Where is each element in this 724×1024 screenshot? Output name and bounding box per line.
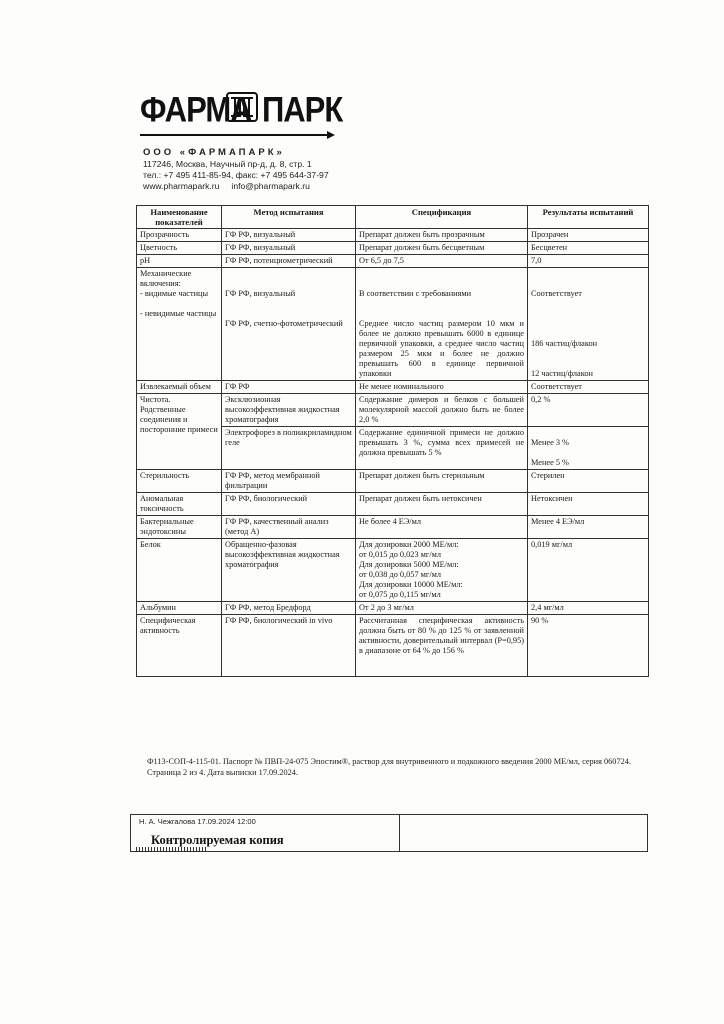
purity-single-result: Менее 3 % bbox=[531, 438, 569, 447]
table-row bbox=[137, 381, 649, 394]
row-parameter: Прозрачность bbox=[137, 229, 222, 242]
row-spec: Препарат должен быть прозрачным bbox=[356, 229, 528, 242]
table-row bbox=[137, 394, 649, 427]
mech-inclusions-title: Механические включения: bbox=[140, 269, 192, 288]
company-name: ООО «ФАРМАПАРК» bbox=[143, 147, 285, 158]
company-email[interactable]: info@pharmapark.ru bbox=[231, 181, 310, 191]
table-row bbox=[137, 255, 649, 268]
row-parameter: Извлекаемый объем bbox=[137, 381, 222, 394]
row-result: Менее 4 ЕЭ/мл bbox=[528, 516, 649, 539]
row-result: 90 % bbox=[528, 615, 649, 677]
row-method: Электрофорез в полиакриламидном геле bbox=[222, 427, 356, 470]
header-specification: Спецификация bbox=[356, 206, 528, 229]
table-row bbox=[137, 470, 649, 493]
mech-invisible-result-10: 186 частиц/флакон bbox=[531, 339, 598, 348]
row-parameter: Белок bbox=[137, 539, 222, 602]
document-footer-note: Ф113-СОП-4-115-01. Паспорт № ПВП-24-075 Эпостим®, раствор для внутривенного и подкожного введения 2000 МЕ/мл, серия 060724. Страница 2 из 4. Дата выписки 17.09.2024. bbox=[147, 757, 631, 777]
header-method: Метод испытания bbox=[222, 206, 356, 229]
row-parameter: Альбумин bbox=[137, 602, 222, 615]
row-method bbox=[222, 268, 356, 381]
protein-spec-line: от 0,015 до 0,023 мг/мл bbox=[359, 550, 442, 559]
table-row bbox=[137, 242, 649, 255]
mech-invisible-spec: Среднее число частиц размером 10 мкм и более не должно превышать 6000 в единице первичной упаковки, а среднее число частиц размером 25 мкм и более не должно превышать 600 в единице первичной упаковки bbox=[359, 319, 524, 378]
row-method: Обращенно-фазовая высокоэффективная жидкостная хроматография bbox=[222, 539, 356, 602]
row-method: ГФ РФ, визуальный bbox=[222, 229, 356, 242]
row-result: Бесцветен bbox=[528, 242, 649, 255]
row-result bbox=[528, 427, 649, 470]
row-method: ГФ РФ, биологический bbox=[222, 493, 356, 516]
box-divider bbox=[399, 815, 400, 851]
table-row bbox=[137, 268, 649, 381]
table-row bbox=[137, 615, 649, 677]
logo-underline bbox=[140, 134, 330, 136]
mech-invisible-label: - невидимые частицы bbox=[140, 309, 217, 318]
logo-arrow-icon bbox=[327, 131, 335, 139]
row-method: ГФ РФ, визуальный bbox=[222, 242, 356, 255]
company-website[interactable]: www.pharmapark.ru bbox=[143, 181, 220, 191]
row-parameter: pH bbox=[137, 255, 222, 268]
row-result: Стерилен bbox=[528, 470, 649, 493]
header-parameter: Наименование показателей bbox=[137, 206, 222, 229]
row-result: Нетоксичен bbox=[528, 493, 649, 516]
row-parameter: Цветность bbox=[137, 242, 222, 255]
mech-visible-label: - видимые частицы bbox=[140, 289, 209, 298]
row-spec: Препарат должен быть бесцветным bbox=[356, 242, 528, 255]
controlled-copy-label: Контролируемая копия bbox=[151, 833, 284, 847]
company-info bbox=[143, 147, 329, 192]
mech-visible-spec: В соответствии с требованиями bbox=[359, 289, 472, 298]
protein-spec-line: от 0,075 до 0,115 мг/мл bbox=[359, 590, 441, 599]
row-result bbox=[528, 268, 649, 381]
row-parameter: Бактериальные эндотоксины bbox=[137, 516, 222, 539]
row-method: ГФ РФ, метод мембранной фильтрации bbox=[222, 470, 356, 493]
row-method: ГФ РФ, биологический in vivo bbox=[222, 615, 356, 677]
signature-stamp: Н. А. Чежгалова 17.09.2024 12:00 bbox=[139, 817, 256, 826]
protein-spec-line: Для дозировки 10000 МЕ/мл: bbox=[359, 580, 463, 589]
row-spec bbox=[356, 268, 528, 381]
company-address: 117246, Москва, Научный пр-д, д. 8, стр. 1 bbox=[143, 159, 312, 169]
row-parameter: Аномальная токсичность bbox=[137, 493, 222, 516]
mech-invisible-method: ГФ РФ, счетно-фотометрический bbox=[225, 319, 343, 328]
row-result: Прозрачен bbox=[528, 229, 649, 242]
row-method: ГФ РФ, метод Бредфорд bbox=[222, 602, 356, 615]
logo-emblem-icon bbox=[226, 92, 258, 122]
row-spec: Препарат должен быть нетоксичен bbox=[356, 493, 528, 516]
row-parameter: Стерильность bbox=[137, 470, 222, 493]
table-row bbox=[137, 229, 649, 242]
row-result: 0,019 мг/мл bbox=[528, 539, 649, 602]
row-method: ГФ РФ, потенциометрический bbox=[222, 255, 356, 268]
row-result: 2,4 мг/мл bbox=[528, 602, 649, 615]
test-results-table bbox=[136, 205, 649, 677]
mech-invisible-result-25: 12 частиц/флакон bbox=[531, 369, 593, 378]
row-method: ГФ РФ bbox=[222, 381, 356, 394]
company-phones: тел.: +7 495 411-85-94, факс: +7 495 644-37-97 bbox=[143, 170, 329, 180]
row-spec: Препарат должен быть стерильным bbox=[356, 470, 528, 493]
row-spec: Не менее номинального bbox=[356, 381, 528, 394]
protein-spec-line: от 0,038 до 0,057 мг/мл bbox=[359, 570, 442, 579]
mech-visible-method: ГФ РФ, визуальный bbox=[225, 289, 296, 298]
row-spec: От 2 до 3 мг/мл bbox=[356, 602, 528, 615]
header-results: Результаты испытаний bbox=[528, 206, 649, 229]
protein-spec-line: Для дозировки 2000 МЕ/мл: bbox=[359, 540, 459, 549]
table-row bbox=[137, 602, 649, 615]
protein-spec-line: Для дозировки 5000 МЕ/мл: bbox=[359, 560, 459, 569]
row-method: Эксклюзионная высокоэффективная жидкостная хроматография bbox=[222, 394, 356, 427]
controlled-copy-box bbox=[130, 814, 648, 852]
row-result: 0,2 % bbox=[528, 394, 649, 427]
company-logo bbox=[140, 88, 343, 130]
row-result: Соответствует bbox=[528, 381, 649, 394]
logo-text-left: ФАРМА bbox=[140, 89, 252, 130]
row-spec: Содержание единичной примеси не должно превышать 3 %, сумма всех примесей не должна превышать 5 % bbox=[356, 427, 528, 470]
table-row bbox=[137, 493, 649, 516]
purity-total-result: Менее 5 % bbox=[531, 458, 569, 467]
row-parameter: Специфическая активность bbox=[137, 615, 222, 677]
row-spec: Не более 4 ЕЭ/мл bbox=[356, 516, 528, 539]
row-result: 7,0 bbox=[528, 255, 649, 268]
logo-text-right: ПАРК bbox=[262, 89, 343, 130]
table-row bbox=[137, 539, 649, 602]
row-parameter bbox=[137, 268, 222, 381]
table-row bbox=[137, 516, 649, 539]
row-spec bbox=[356, 539, 528, 602]
row-method: ГФ РФ, качественный анализ (метод А) bbox=[222, 516, 356, 539]
row-spec: Рассчитанная специфическая активность должна быть от 80 % до 125 % от заявленной активности, доверительный интервал (P=0,95) в диапазоне от 64 % до 156 % bbox=[356, 615, 528, 677]
mech-visible-result: Соответствует bbox=[531, 289, 582, 298]
row-parameter: Чистота. Родственные соединения и посторонние примеси bbox=[137, 394, 222, 470]
row-spec: Содержание димеров и белков с большей молекулярной массой должно быть не более 2,0 % bbox=[356, 394, 528, 427]
table-header-row bbox=[137, 206, 649, 229]
row-spec: От 6,5 до 7,5 bbox=[356, 255, 528, 268]
